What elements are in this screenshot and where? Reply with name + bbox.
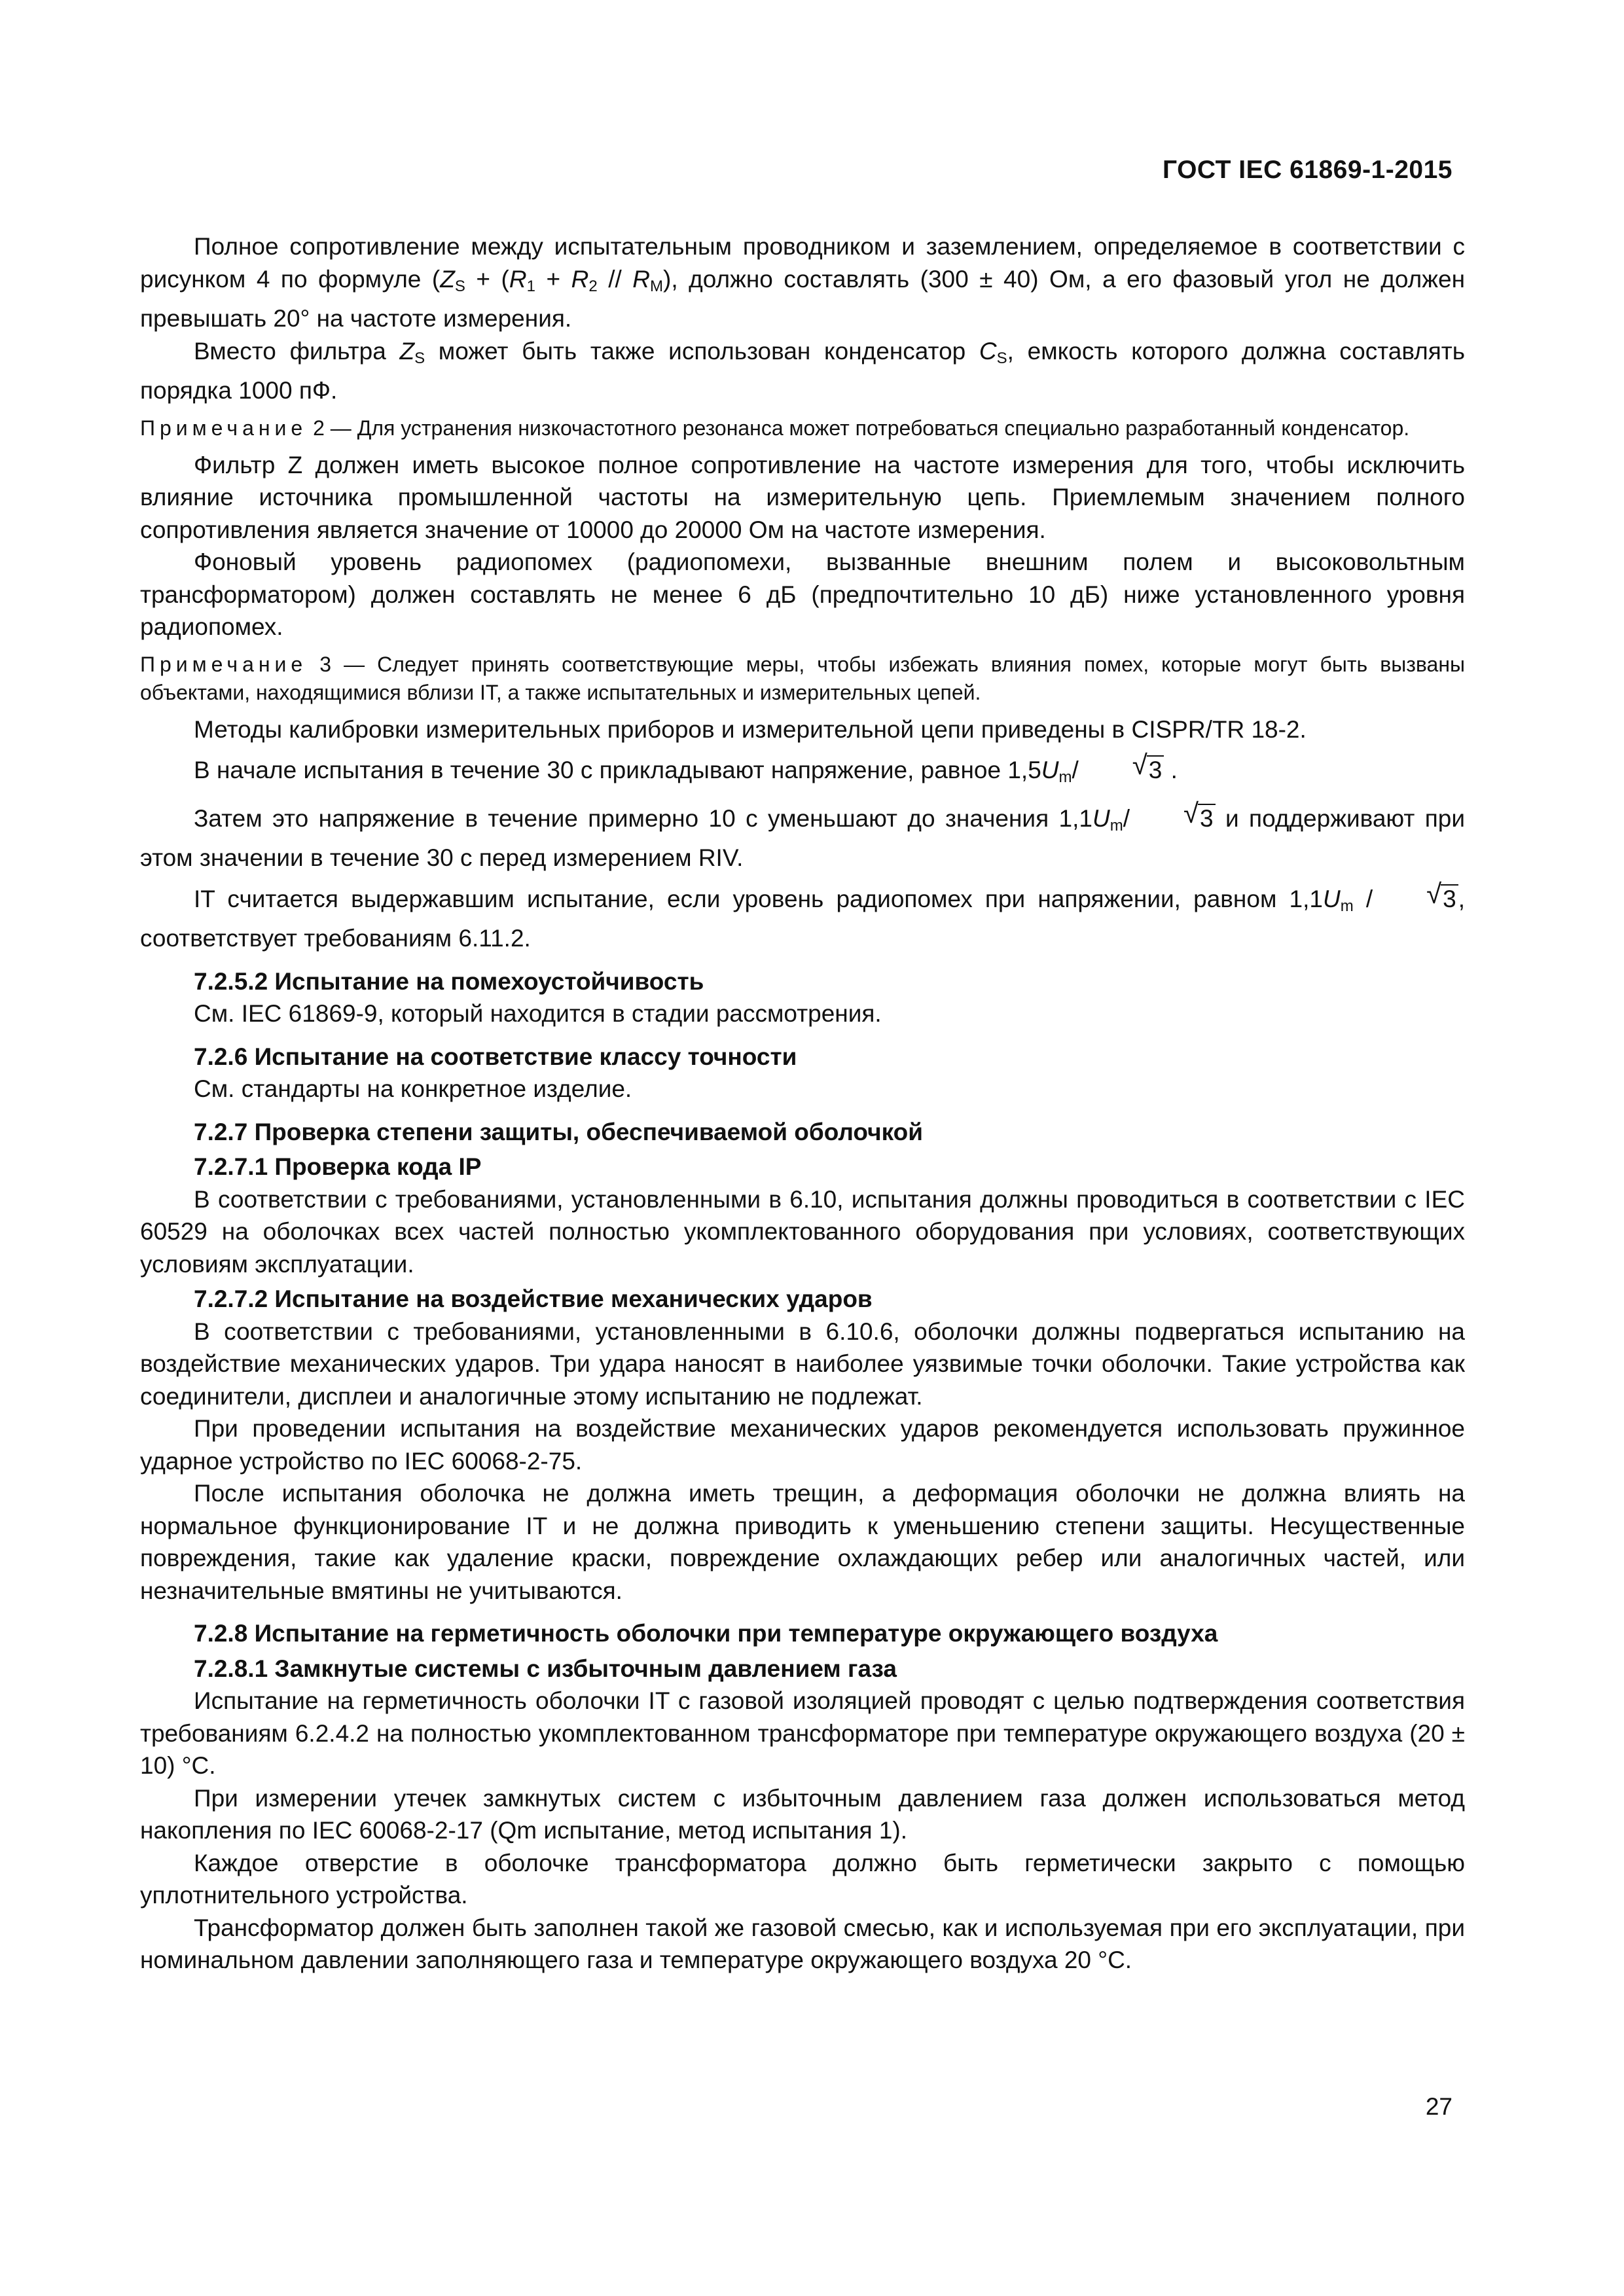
paragraph-leak-measurement: При измерении утечек замкнутых систем с избыточным давлением газа должен использоваться метод накопления по IEC 60068-2-17 (Qm испытание, метод испытания 1). <box>140 1784 1465 1844</box>
paragraph-interference-immunity: См. IEC 61869-9, который находится в стадии рассмотрения. <box>194 1000 882 1027</box>
heading-7-2-8-1: 7.2.8.1 Замкнутые системы с избыточным давлением газа <box>194 1655 897 1682</box>
paragraph-background-level: Фоновый уровень радиопомех (радиопомехи, вызванные внешним полем и высоковольтным трансформатором) должен составлять не менее 6 дБ (предпочтительно 10 дБ) ниже установленного уровня радиопомех. <box>140 548 1465 640</box>
heading-7-2-6: 7.2.6 Испытание на соответствие классу точности <box>194 1043 797 1070</box>
paragraph-impedance: Полное сопротивление между испытательным проводником и заземлением, определяемое в соответствии с рисунком 4 по формуле (ZS + (R1 + R2 // RM), должно составлять (300 ± 40) Ом, а его фазовый угол не должен превышать 20° на частоте измерения. <box>140 233 1466 332</box>
paragraph-tightness-test: Испытание на герметичность оболочки IT с газовой изоляцией проводят с целью подтверждения соответствия требованиям 6.2.4.2 на полностью укомплектованном трансформаторе при температуре окружающего воздуха (20 ± 10) °C. <box>140 1687 1465 1779</box>
paragraph-mechanical-impact: В соответствии с требованиями, установленными в 6.10.6, оболочки должны подвергаться испытанию на воздействие механических ударов. Три удара наносят в наиболее уязвимые точки оболочки. Такие устройства как соединители, дисплеи и аналогичные этому испытанию не подлежат. <box>140 1318 1465 1410</box>
note-2: Примечание 2 — Для устранения низкочастотного резонанса может потребоваться специально разработанный конденсатор. <box>140 416 1410 440</box>
paragraph-reduced-voltage: Затем это напряжение в течение примерно 10 с уменьшают до значения 1,1Um/ √ 3 и поддерживают при этом значении в течение 30 с перед измерением RIV. <box>140 797 1466 871</box>
heading-7-2-5-2: 7.2.5.2 Испытание на помехоустойчивость <box>194 967 704 995</box>
paragraph-filter-capacitor: Вместо фильтра ZS может быть также использован конденсатор CS, емкость которого должна составлять порядка 1000 пФ. <box>140 337 1465 404</box>
page-number: 27 <box>1425 2093 1453 2120</box>
paragraph-pass-criteria: IT считается выдержавшим испытание, если уровень радиопомех при напряжении, равном 1,1Um / √ 3, соответствует требованиям 6.11.2. <box>140 878 1465 952</box>
sqrt-symbol: √ 3 <box>1130 802 1216 835</box>
heading-7-2-7-2: 7.2.7.2 Испытание на воздействие механических ударов <box>194 1285 873 1312</box>
paragraph-openings-sealed: Каждое отверстие в оболочке трансформатора должно быть герметически закрыто с помощью уплотнительного устройства. <box>140 1849 1465 1909</box>
paragraph-accuracy-class: См. стандарты на конкретное изделие. <box>194 1075 632 1102</box>
paragraph-after-test: После испытания оболочка не должна иметь трещин, а деформация оболочки не должна влиять на нормальное функционирование IT и не должна приводить к уменьшению степени защиты. Несущественные повреждения, такие как удаление краски, повреждение охлаждающих ребер или аналогичных частей, или незначительные вмятины не учитываются. <box>140 1480 1465 1604</box>
standard-code: ГОСТ IEC 61869-1-2015 <box>1162 156 1453 184</box>
heading-7-2-7: 7.2.7 Проверка степени защиты, обеспечиваемой оболочкой <box>194 1118 923 1145</box>
heading-7-2-7-1: 7.2.7.1 Проверка кода IP <box>194 1153 482 1180</box>
paragraph-calibration: Методы калибровки измерительных приборов и измерительной цепи приведены в CISPR/TR 18-2. <box>194 715 1307 743</box>
heading-7-2-8: 7.2.8 Испытание на герметичность оболочки при температуре окружающего воздуха <box>194 1620 1218 1647</box>
paragraph-gas-filling: Трансформатор должен быть заполнен такой же газовой смесью, как и используемая при его эксплуатации, при номинальном давлении заполняющего газа и температуре окружающего воздуха 20 °C. <box>140 1914 1465 1973</box>
paragraph-initial-voltage: В начале испытания в течение 30 с прикладывают напряжение, равное 1,5Um/ √ 3 . <box>194 749 1178 786</box>
sqrt-symbol: √ 3 <box>1373 883 1458 916</box>
note-3: Примечание 3 — Следует принять соответствующие меры, чтобы избежать влияния помех, которые могут быть вызваны объектами, находящимися вблизи IT, а также испытательных и измерительных цепей. <box>140 652 1465 704</box>
paragraph-filter-z: Фильтр Z должен иметь высокое полное сопротивление на частоте измерения для того, чтобы исключить влияние источника промышленной частоты на измерительную цепь. Приемлемым значением полного сопротивления является значение от 10000 до 20000 Ом на частоте измерения. <box>140 451 1465 543</box>
paragraph-ip-code: В соответствии с требованиями, установленными в 6.10, испытания должны проводиться в соответствии с IEC 60529 на оболочках всех частей полностью укомплектованного оборудования при условиях, соответствующих условиям эксплуатации. <box>140 1185 1465 1278</box>
sqrt-symbol: √ 3 <box>1079 754 1164 787</box>
paragraph-impact-device: При проведении испытания на воздействие механических ударов рекомендуется использовать пружинное ударное устройство по IEC 60068-2-75. <box>140 1415 1465 1475</box>
page-body <box>140 230 1465 1977</box>
